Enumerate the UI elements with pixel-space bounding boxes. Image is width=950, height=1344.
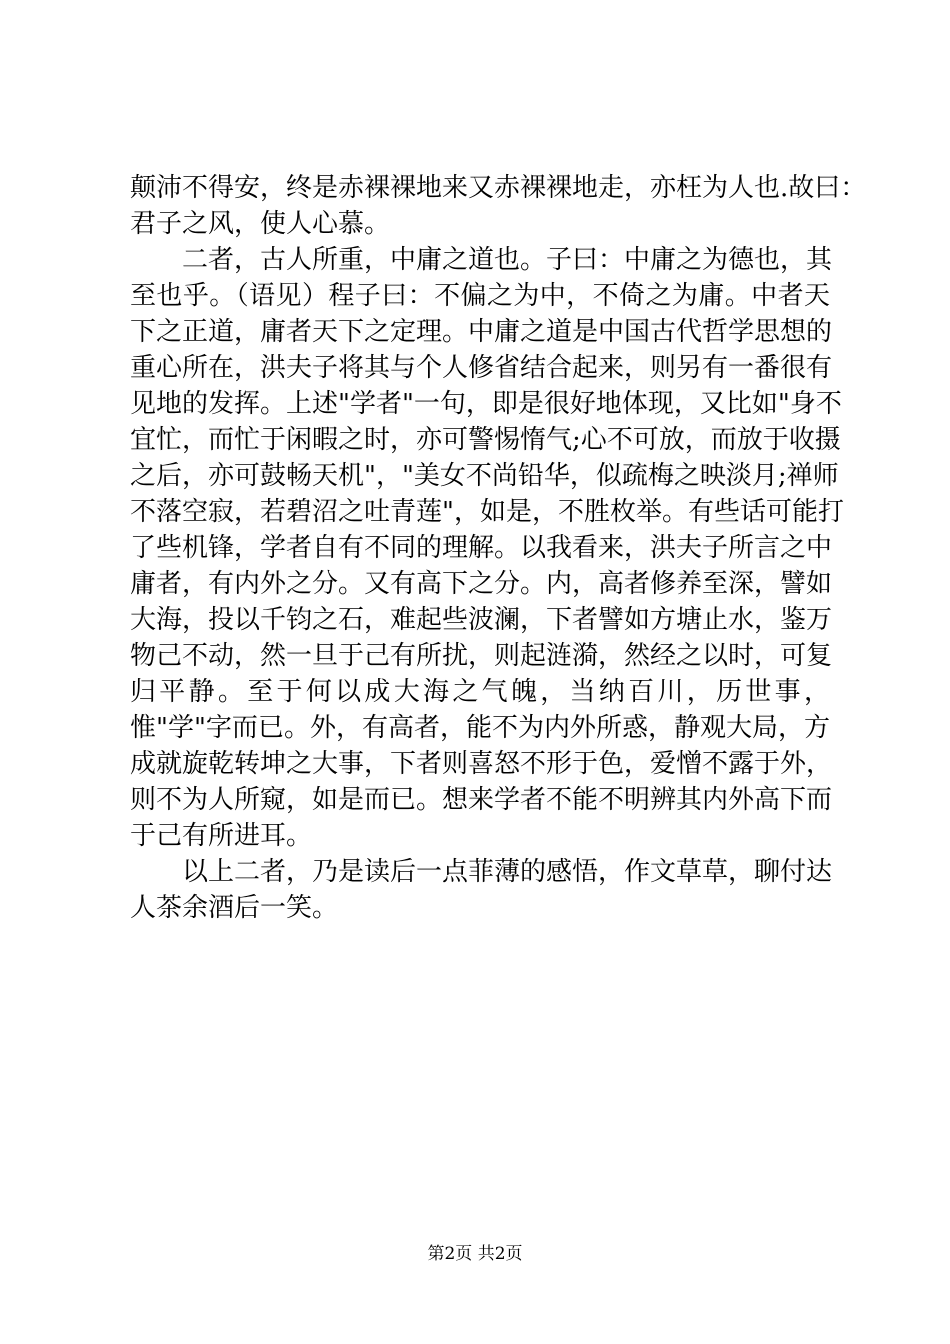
- text-line: 成就旋乾转坤之大事，下者则喜怒不形于色，爱憎不露于外，: [130, 749, 833, 779]
- text-line: 于己有所进耳。: [130, 821, 313, 851]
- text-line: 物己不动，然一旦于己有所扰，则起涟漪，然经之以时，可复: [130, 641, 833, 671]
- text-line: 之后，亦可鼓畅天机"，"美女不尚铅华，似疏梅之映淡月;禅师: [130, 461, 839, 491]
- text-line: 君子之风，使人心慕。: [130, 209, 391, 239]
- text-line: 宜忙，而忙于闲暇之时，亦可警惕惰气;心不可放，而放于收摄: [130, 425, 841, 455]
- text-line: 至也乎。（语见）程子曰：不偏之为中，不倚之为庸。中者天: [130, 281, 830, 311]
- text-line: 了些机锋，学者自有不同的理解。以我看来，洪夫子所言之中: [130, 533, 833, 563]
- page-footer: 第2页 共2页: [427, 1244, 523, 1264]
- text-line: 下之正道，庸者天下之定理。中庸之道是中国古代哲学思想的: [130, 317, 833, 347]
- text-line: 二者，古人所重，中庸之道也。子曰：中庸之为德也，其: [182, 245, 833, 275]
- document-body: [130, 170, 867, 926]
- text-line: 重心所在，洪夫子将其与个人修省结合起来，则另有一番很有: [130, 353, 833, 383]
- text-line: 大海，投以千钧之石，难起些波澜，下者譬如方塘止水，鉴万: [130, 605, 833, 635]
- text-line: 不落空寂，若碧沼之吐青莲"，如是，不胜枚举。有些话可能打: [130, 497, 844, 527]
- text-line: 则不为人所窥，如是而已。想来学者不能不明辨其内外高下而: [130, 785, 833, 815]
- text-line: 庸者，有内外之分。又有高下之分。内，高者修养至深，譬如: [130, 569, 833, 599]
- text-line: 归平静。至于何以成大海之气魄，当纳百川，历世事，: [130, 677, 830, 707]
- paragraph: [130, 170, 867, 242]
- paragraph: [130, 242, 844, 854]
- paragraph: [130, 854, 833, 926]
- text-line: 见地的发挥。上述"学者"一句，即是很好地体现，又比如"身不: [130, 389, 842, 419]
- text-line: 惟"学"字而已。外，有高者，能不为内外所惑，静观大局，方: [130, 713, 830, 743]
- text-line: 人茶余酒后一笑。: [130, 893, 339, 923]
- text-line: 颠沛不得安，终是赤裸裸地来又赤裸裸地走，亦枉为人也.故曰：: [130, 173, 867, 203]
- text-line: 以上二者，乃是读后一点菲薄的感悟，作文草草，聊付达: [182, 857, 833, 887]
